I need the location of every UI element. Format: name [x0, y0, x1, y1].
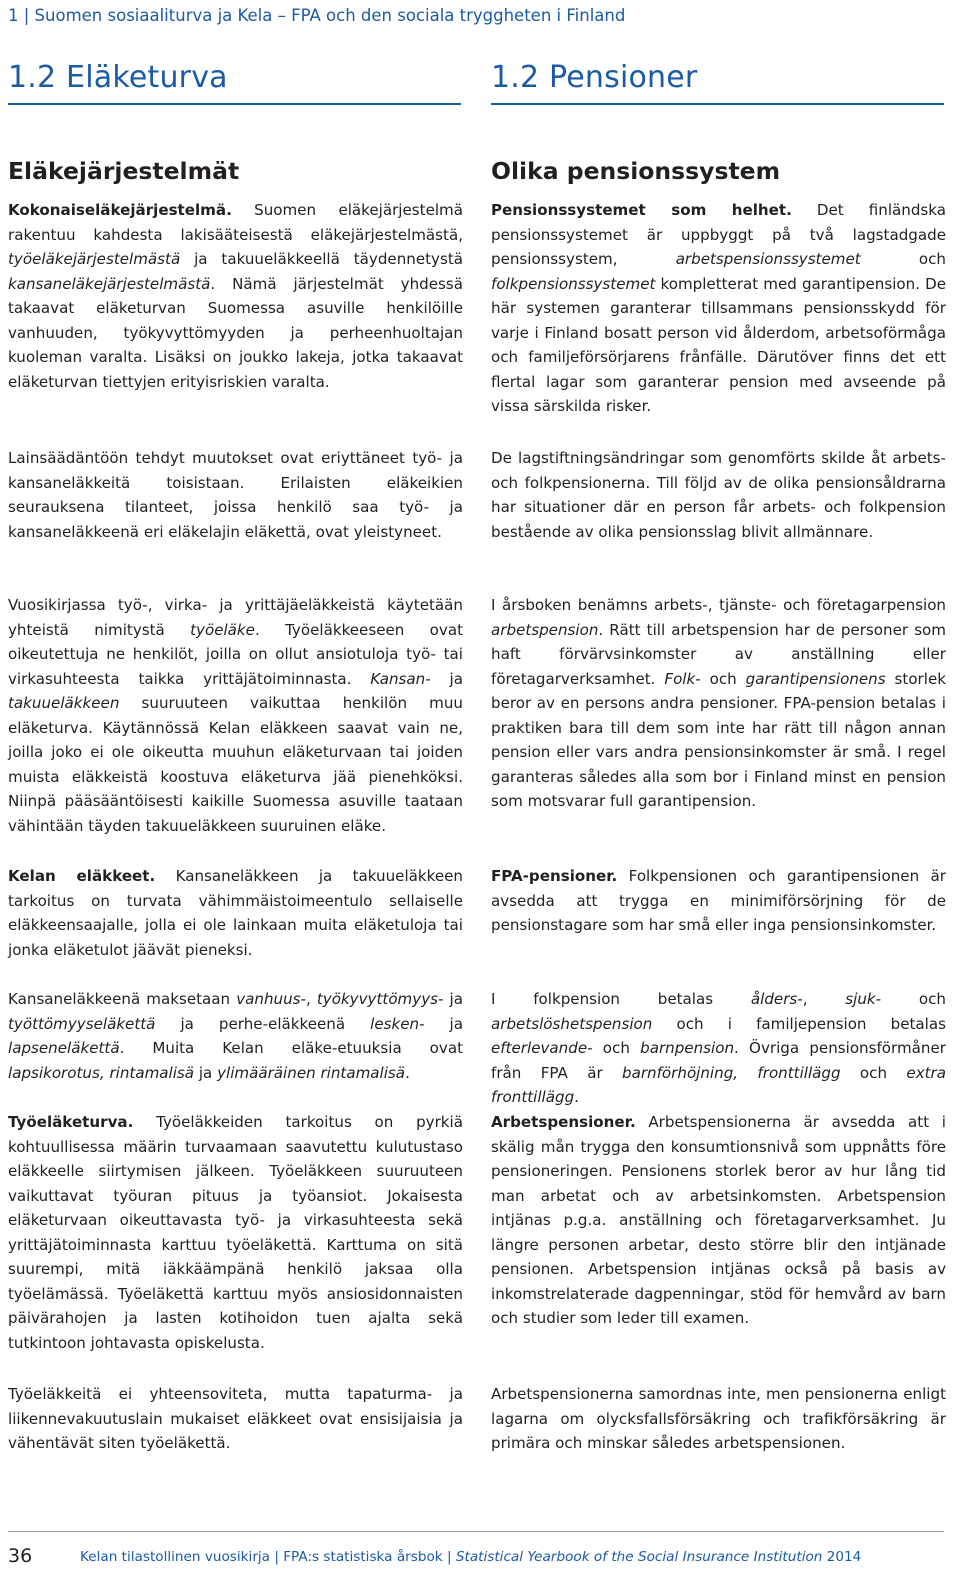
swedish-column: [491, 154, 946, 1452]
paragraph-sv-7: Arbetspensionerna samordnas inte, men pensionerna enligt lagarna om olycksfallsförsäkring och trafikförsäkring är primära och minskar således arbetspensionen.: [491, 1385, 946, 1452]
running-header: 1 | Suomen sosiaaliturva ja Kela – FPA och den sociala tryggheten i Finland: [8, 6, 626, 25]
title-rule-fi: [8, 103, 461, 105]
paragraph-fi-6: Työeläketurva. Työeläkkeiden tarkoitus on pyrkiä kohtuullisessa määrin turvaamaan saavutettu kulutustaso eläkkeelle siirtymisen jälkeen. Työeläkkeen suuruuteen vaikuttavat työuran pituus ja työansiot. Jokaisesta eläketurvaan oikeuttavasta työ- ja virkasuhteesta sekä yrittäjätoiminnasta karttuu työeläkettä. Karttuma on sitä suurempi, mitä iäkkäämpänä henkilö jaksaa olla työelämässä. Työeläkettä karttuu myös ansiosidonnaisten päivärahojen ja lasten kotihoidon tuen ajalta sekä tutkintoon johtavasta opiskelusta.: [8, 1113, 463, 1352]
paragraph-fi-4: Kelan eläkkeet. Kansaneläkkeen ja takuueläkkeen tarkoitus on turvata vähimmäistoimeentulo sellaiselle eläkkeensaajalle, jolla ei ole lainkaan muita eläketuloja tai jonka eläketulot jäävät pieneksi.: [8, 867, 463, 959]
section-title-sv: 1.2 Pensioner: [491, 60, 698, 95]
section-title-fi: 1.2 Eläketurva: [8, 60, 228, 95]
footer-rule: [8, 1531, 944, 1532]
finnish-column: [8, 154, 464, 1452]
paragraph-fi-3: Vuosikirjassa työ-, virka- ja yrittäjäeläkkeistä käytetään yhteistä nimitystä työeläke. Työeläkkeeseen ovat oikeutettuja ne henkilöt, joilla on ollut ansiotuloja työ- tai virkasuhteesta taikka yrittäjätoiminnasta. Kansan- ja takuueläkkeen suuruuteen vaikuttaa henkilön muu eläketurva. Käytännössä Kelan eläkkeen saavat vain ne, joilla joko ei ole oikeutta muuhun eläketurvaan tai joiden muista eläkkeistä koostuva eläketurva jää pienehköksi. Niinpä pääsääntöisesti kaikille Suomessa asuville taataan vähintään täyden takuueläkkeen suuruinen eläke.: [8, 596, 464, 835]
paragraph-fi-7: Työeläkkeitä ei yhteensoviteta, mutta tapaturma- ja liikennevakuutuslain mukaiset eläkkeet ovat ensisijaisia ja vähentävät siten työeläkettä.: [8, 1385, 463, 1452]
paragraph-fi-2: Lainsäädäntöön tehdyt muutokset ovat eriyttäneet työ- ja kansaneläkkeitä toisistaan. Erilaisten eläkeikien seurauksena tilanteet, joissa henkilö saa työ- ja kansaneläkkeenä eri eläkelajin eläkettä, ovat yleistyneet.: [8, 449, 463, 541]
title-rule-sv: [491, 103, 944, 105]
paragraph-sv-4: FPA-pensioner. Folkpensionen och garantipensionen är avsedda att trygga en minimiförsörjning för de pensionstagare som har små eller inga pensionsinkomster.: [491, 867, 946, 934]
paragraph-sv-5: I folkpension betalas ålders-, sjuk- och arbetslöshetspension och i familjepension betalas efterlevande- och barnpension. Övriga pensionsförmåner från FPA är barnförhöjning, fronttillägg och extra fronttillägg.: [491, 990, 946, 1106]
paragraph-fi-5: Kansaneläkkeenä maksetaan vanhuus-, työkyvyttömyys- ja työttömyyseläkettä ja perhe-eläkkeenä lesken- ja lapseneläkettä. Muita Kelan eläke-etuuksia ovat lapsikorotus, rintamalisä ja ylimääräinen rintamalisä.: [8, 990, 463, 1082]
paragraph-sv-3: I årsboken benämns arbets-, tjänste- och företagarpension arbetspension. Rätt till arbetspension har de personer som haft förvärvsinkomster av anställning eller företagarverksamhet. Folk- och garantipensionens storlek beror av en persons andra pensioner. FPA-pension betalas i praktiken bara till dem som inte har rätt till någon annan pension eller vars andra pensionsinkomster är små. I regel garanteras således alla som bor i Finland minst en pension som motsvarar full garantipension.: [491, 596, 946, 810]
subhead-fi: Eläkejärjestelmät: [8, 157, 240, 185]
paragraph-fi-1: Kokonaiseläkejärjestelmä. Suomen eläkejärjestelmä rakentuu kahdesta lakisääteisestä eläkejärjestelmästä, työeläkejärjestelmästä ja takuueläkkeellä täydennetystä kansaneläkejärjestelmästä. Nämä järjestelmät yhdessä takaavat eläketurvan Suomessa asuville henkilöille vanhuuden, työkyvyttömyyden ja perheenhuoltajan kuoleman varalta. Lisäksi on joukko lakeja, jotka takaavat eläketurvan tiettyjen erityisriskien varalta.: [8, 201, 463, 391]
footer-publication: Kelan tilastollinen vuosikirja | FPA:s statistiska årsbok | Statistical Yearbook of the Social Insurance Institution 2014: [80, 1549, 862, 1565]
subhead-sv: Olika pensionssystem: [491, 157, 781, 185]
paragraph-sv-6: Arbetspensioner. Arbetspensionerna är avsedda att i skälig mån trygga den konsumtionsnivå som uppnåtts före pensioneringen. Pensionens storlek beror av hur lång tid man arbetat och av arbetsinkomsten. Arbetspension intjänas p.g.a. anställning och företagarverksamhet. Ju längre personen arbetar, desto större blir den intjänade pensionen. Arbetspension intjänas också på basis av inkomstrelaterade dagpenningar, stöd för hemvård av barn och studier som leder till examen.: [491, 1113, 946, 1327]
page-number: 36: [8, 1545, 33, 1567]
paragraph-sv-1: Pensionssystemet som helhet. Det finländska pensionssystemet är uppbyggt på två lagstadgade pensionssystem, arbetspensionssystemet och folkpensionssystemet kompletterat med garantipension. De här systemen garanterar tillsammans pensionsskydd för varje i Finland bosatt person vid ålderdom, arbetsoförmåga och familjeförsörjarens frånfälle. Därutöver finns det ett flertal lagar som garanterar pension med avseende på vissa särskilda risker.: [491, 201, 946, 415]
paragraph-sv-2: De lagstiftningsändringar som genomförts skilde åt arbets- och folkpensionerna. Till följd av de olika pensionsåldrarna har situationer där en person får arbets- och folkpension bestående av olika pensionsslag blivit allmännare.: [491, 449, 946, 541]
